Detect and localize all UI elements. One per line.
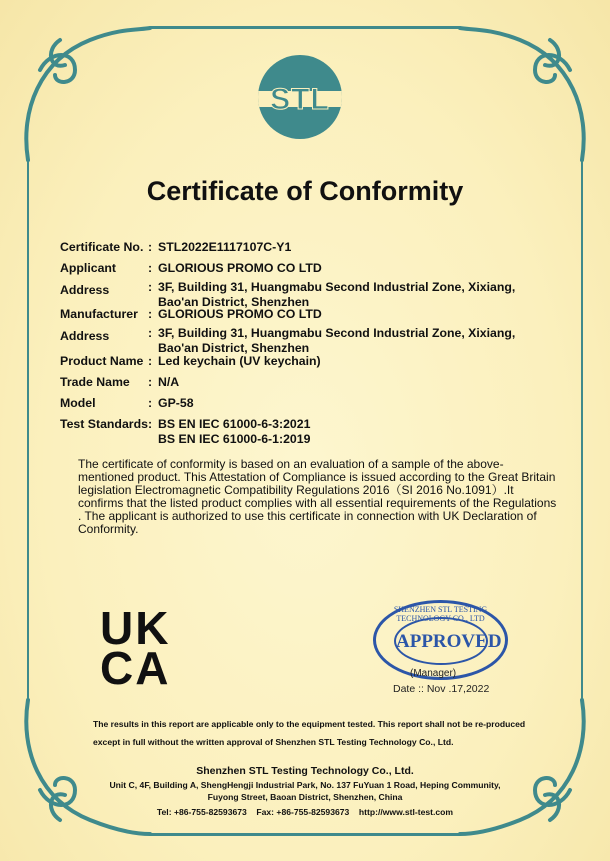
- colon: :: [148, 417, 153, 431]
- field-value: BS EN IEC 61000-6-3:2021: [158, 417, 311, 431]
- field-label: Product Name: [60, 354, 144, 368]
- ukca-mark: [100, 602, 171, 694]
- colon: :: [148, 240, 153, 254]
- conformity-statement: The certificate of conformity is based on an evaluation of a sample of the above-mentioned product. This Attestation of Compliance is issued according to the Great Britain legislation Electromagnetic Compatibility Regulations 2016（SI 2016 No.1091）.It confirms that the listed product complies with all essential requirements of the Regulations . The applicant is authorized to use this certificate in connection with UK Declaration of Conformity.: [78, 457, 557, 536]
- logo-text: STL: [270, 83, 330, 116]
- ukca-line2: CA: [100, 642, 171, 694]
- field-value: GP-58: [158, 396, 194, 410]
- signer-role: (Manager): [410, 668, 457, 679]
- footer-company: Shenzhen STL Testing Technology Co., Ltd.: [196, 765, 414, 777]
- stamp-approved: APPROVED: [396, 631, 502, 652]
- field-label: Manufacturer: [60, 307, 138, 321]
- disclaimer-line: The results in this report are applicable only to the equipment tested. This report shall not be re-produced: [93, 719, 526, 729]
- disclaimer-line: except in full without the written approval of Shenzhen STL Testing Technology Co., Ltd.: [93, 737, 454, 747]
- certificate-title: Certificate of Conformity: [146, 176, 464, 206]
- ukca-line1: UK: [100, 602, 171, 654]
- colon: :: [148, 326, 153, 340]
- field-label: Trade Name: [60, 375, 130, 389]
- field-value: BS EN IEC 61000-6-1:2019: [158, 432, 311, 446]
- field-label: Address: [60, 283, 110, 297]
- issue-date: Date :: Nov .17,2022: [393, 683, 490, 695]
- colon: :: [148, 354, 153, 368]
- field-label: Address: [60, 329, 110, 343]
- footer-address: Unit C, 4F, Building A, ShengHengji Industrial Park, No. 137 FuYuan 1 Road, Heping Community,: [109, 780, 501, 790]
- field-label: Applicant: [60, 261, 117, 275]
- stamp-ring-text: SHENZHEN STL TESTING TECHNOLOGY CO., LTD: [393, 605, 488, 623]
- colon: :: [148, 261, 153, 275]
- field-label: Model: [60, 396, 96, 410]
- stl-logo: [258, 55, 342, 139]
- field-value: 3F, Building 31, Huangmabu Second Industrial Zone, Xixiang, Bao'an District, Shenzhen: [158, 280, 516, 309]
- footer-address: Fuyong Street, Baoan District, Shenzhen, China: [207, 792, 403, 802]
- colon: :: [148, 307, 153, 321]
- field-label: Certificate No.: [60, 240, 144, 254]
- field-value: N/A: [158, 375, 180, 389]
- colon: :: [148, 375, 153, 389]
- field-value: 3F, Building 31, Huangmabu Second Industrial Zone, Xixiang, Bao'an District, Shenzhen: [158, 326, 516, 355]
- colon: :: [148, 396, 153, 410]
- footer-contact: Tel: +86-755-82593673 Fax: +86-755-82593673 http://www.stl-test.com: [156, 807, 454, 817]
- field-value: STL2022E1117107C-Y1: [158, 240, 292, 254]
- field-value: GLORIOUS PROMO CO LTD: [158, 307, 322, 321]
- colon: :: [148, 280, 153, 294]
- field-value: Led keychain (UV keychain): [158, 354, 321, 368]
- field-value: GLORIOUS PROMO CO LTD: [158, 261, 322, 275]
- field-label: Test Standards: [60, 417, 148, 431]
